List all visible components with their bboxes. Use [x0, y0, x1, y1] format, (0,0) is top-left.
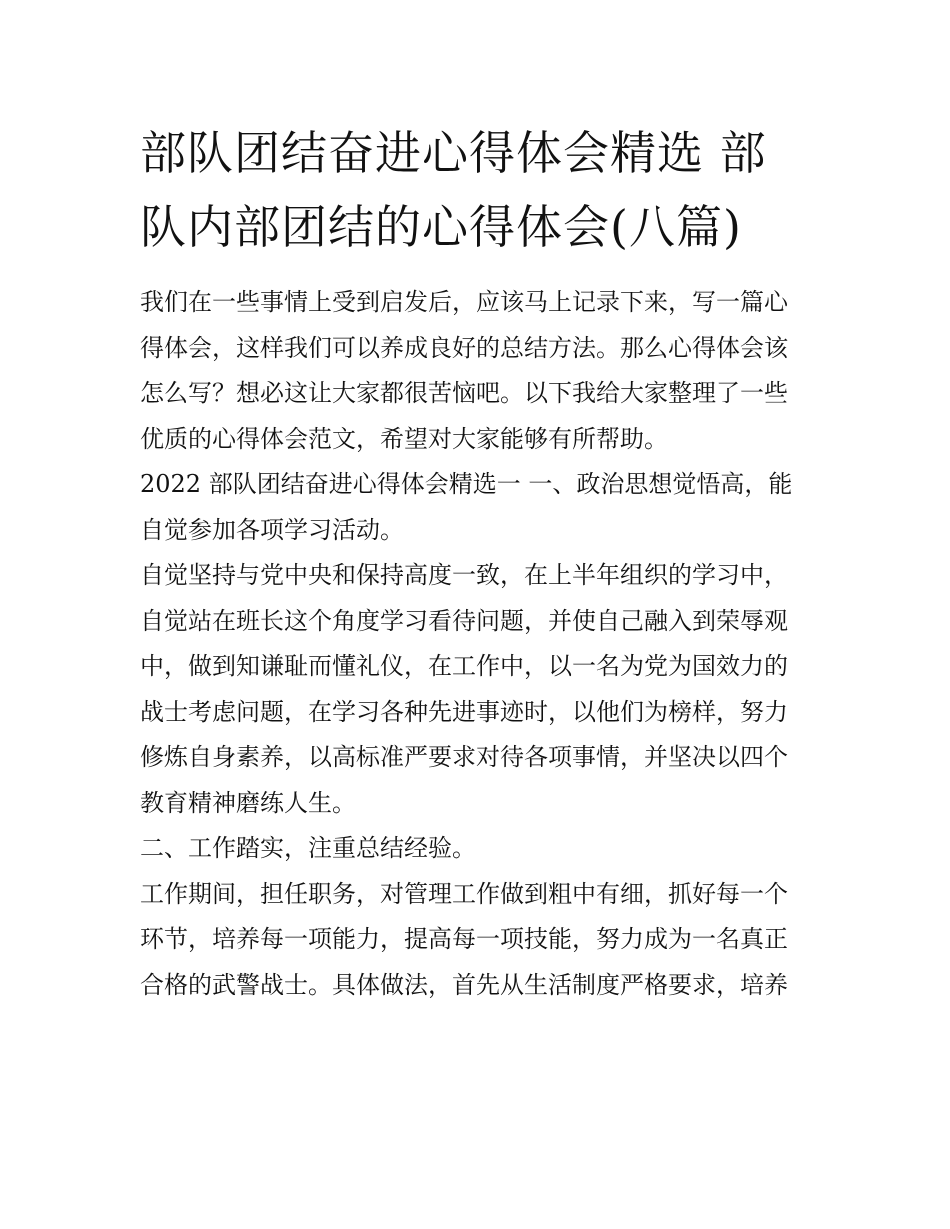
title-line: 队内部团结的心得体会(八篇): [140, 200, 742, 254]
text-line: 得体会，这样我们可以养成良好的总结方法。那么心得体会该: [140, 333, 788, 362]
text-line: 2022 部队团结奋进心得体会精选一 一、政治思想觉悟高，能: [140, 470, 793, 498]
text-line: 中，做到知谦耻而懂礼仪，在工作中，以一名为党为国效力的: [140, 652, 788, 680]
text-line: 自觉坚持与党中央和保持高度一致，在上半年组织的学习中，: [140, 561, 788, 589]
paragraph-intro: [140, 280, 820, 462]
document-body: [140, 280, 820, 1008]
text-line: 环节，培养每一项能力，提高每一项技能，努力成为一名真正: [140, 925, 788, 953]
paragraph-section-2-body: [140, 872, 820, 1009]
text-line: 我们在一些事情上受到启发后，应该马上记录下来，写一篇心: [140, 288, 788, 316]
text-line: 战士考虑问题，在学习各种先进事迹时，以他们为榜样，努力: [140, 697, 788, 726]
text-line: 合格的武警战士。具体做法，首先从生活制度严格要求，培养: [140, 970, 788, 999]
paragraph-section-2-heading: [140, 826, 820, 872]
text-line: 优质的心得体会范文，希望对大家能够有所帮助。: [140, 424, 668, 453]
paragraph-section-1-heading: [140, 462, 820, 553]
text-line: 自觉站在班长这个角度学习看待问题，并使自己融入到荣辱观: [140, 606, 788, 635]
text-line: 怎么写？想必这让大家都很苦恼吧。以下我给大家整理了一些: [140, 379, 788, 407]
text-line: 自觉参加各项学习活动。: [140, 515, 404, 544]
text-line: 修炼自身素养，以高标准严要求对待各项事情，并坚决以四个: [140, 743, 788, 771]
paragraph-section-1-body: [140, 553, 820, 826]
text-line: 二、工作踏实，注重总结经验。: [140, 834, 476, 862]
text-line: 教育精神磨练人生。: [140, 788, 356, 817]
text-line: 工作期间，担任职务，对管理工作做到粗中有细，抓好每一个: [140, 879, 788, 908]
title-line: 部队团结奋进心得体会精选 部: [140, 126, 767, 180]
document-title: [140, 116, 820, 264]
